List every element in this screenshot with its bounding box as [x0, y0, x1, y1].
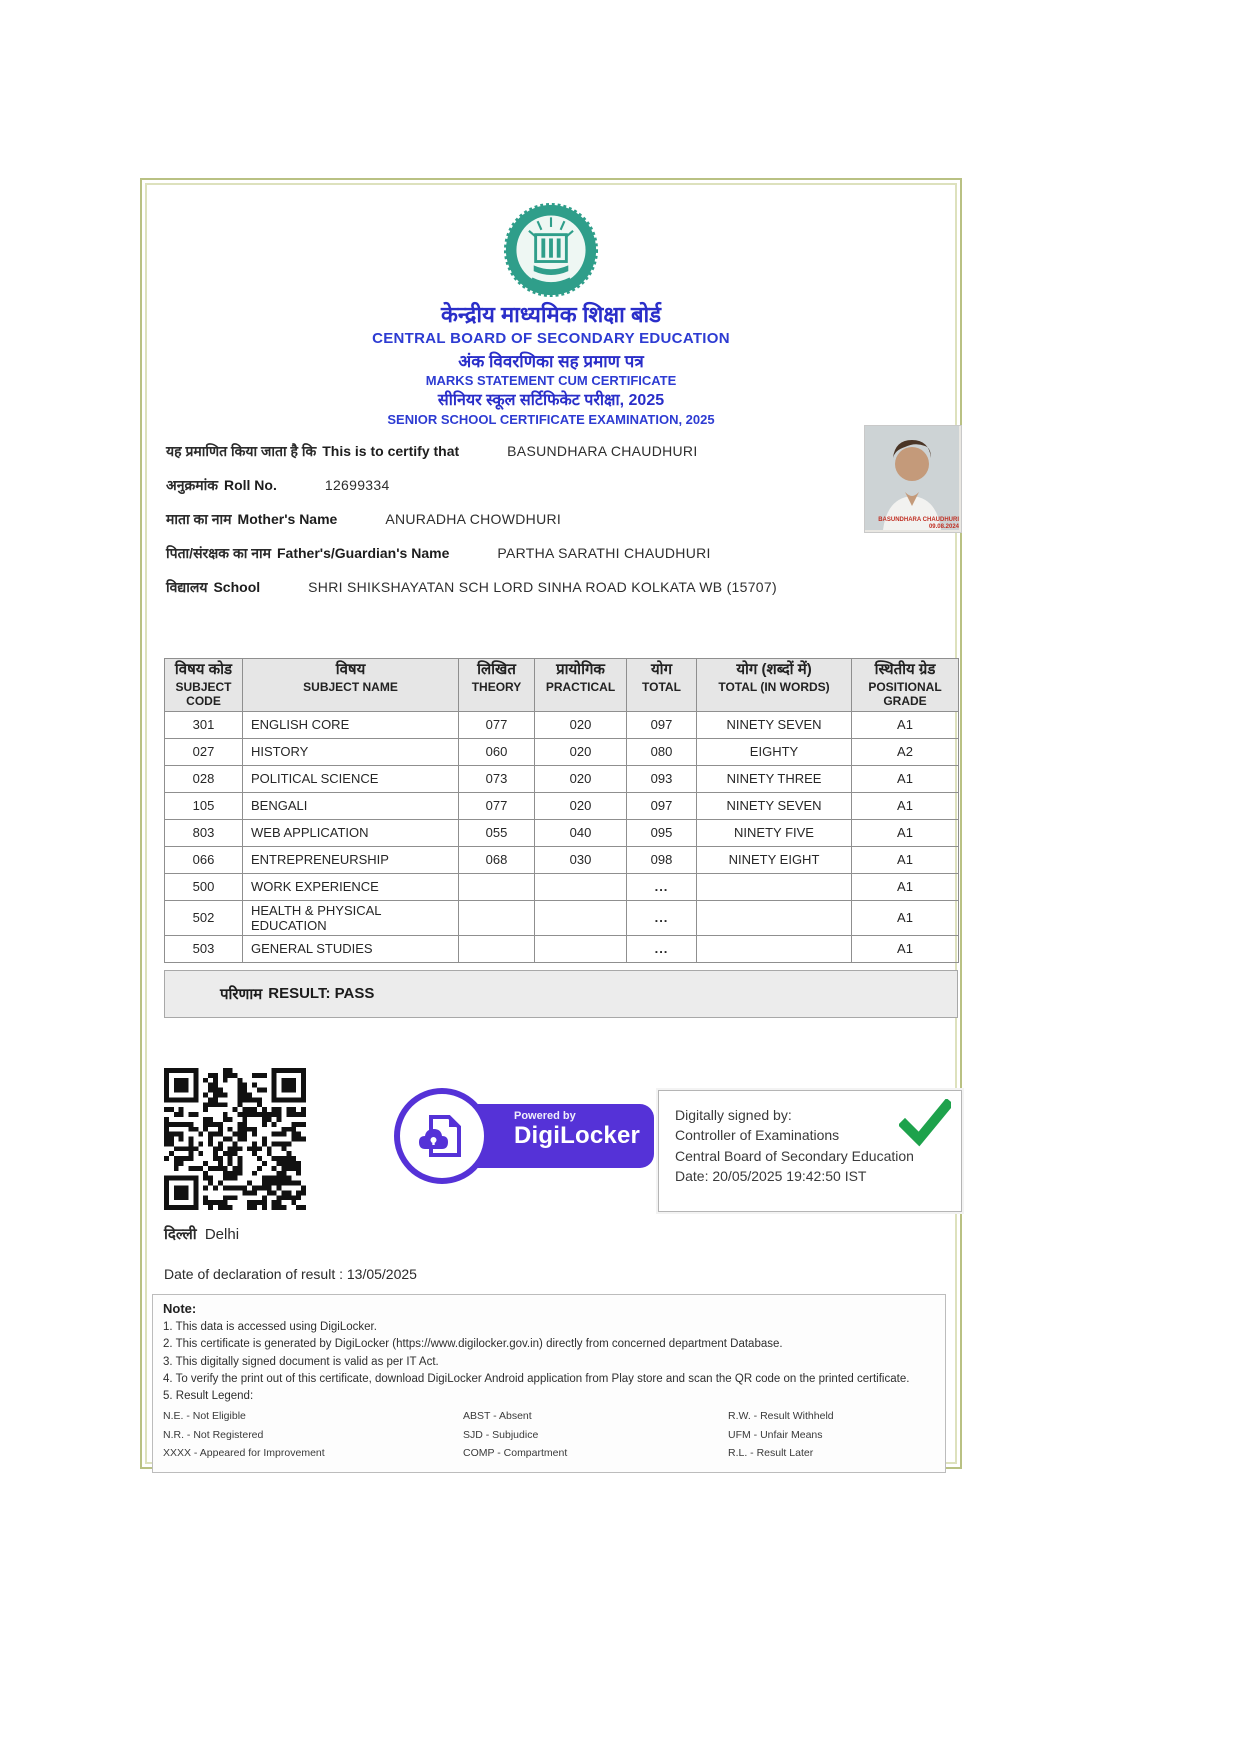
school-label-english: School [213, 579, 261, 595]
table-cell: 105 [165, 792, 243, 819]
table-row [165, 819, 959, 846]
table-cell: ... [627, 873, 697, 900]
table-row [165, 711, 959, 738]
school-name: SHRI SHIKSHAYATAN SCH LORD SINHA ROAD KOLKATA WB (15707) [308, 579, 777, 595]
father-row [166, 544, 846, 563]
digilocker-name: DigiLocker [514, 1122, 641, 1149]
table-cell: A1 [852, 765, 959, 792]
place-line [164, 1224, 239, 1244]
result-label-hindi: परिणाम [220, 985, 263, 1003]
table-cell: POLITICAL SCIENCE [243, 765, 459, 792]
table-cell: WEB APPLICATION [243, 819, 459, 846]
table-cell: HISTORY [243, 738, 459, 765]
candidate-name: BASUNDHARA CHAUDHURI [507, 443, 698, 459]
note-item: 4. To verify the print out of this certificate, download DigiLocker Android application from Play store and scan the QR code on the printed certificate. [163, 1372, 910, 1385]
legend-item: N.E. - Not Eligible [163, 1410, 246, 1423]
table-cell: 030 [535, 846, 627, 873]
table-cell [535, 900, 627, 935]
legend-item: COMP - Compartment [463, 1447, 568, 1459]
table-cell: 093 [627, 765, 697, 792]
legend-item: XXXX - Appeared for Improvement [163, 1447, 325, 1459]
father-name: PARTHA SARATHI CHAUDHURI [497, 545, 711, 561]
cbse-logo [142, 202, 960, 303]
mother-row [166, 510, 846, 529]
doc-title-english: MARKS STATEMENT CUM CERTIFICATE [425, 373, 677, 388]
table-cell: 097 [627, 792, 697, 819]
table-cell: 098 [627, 846, 697, 873]
table-cell: ... [627, 900, 697, 935]
table-cell: 073 [459, 765, 535, 792]
candidate-details [166, 442, 846, 612]
roll-row [166, 476, 846, 495]
table-cell: 027 [165, 738, 243, 765]
table-row [165, 738, 959, 765]
digilocker-icon [394, 1088, 490, 1184]
legend-column [463, 1407, 728, 1462]
table-cell: 095 [627, 819, 697, 846]
note-item: 3. This digitally signed document is valid as per IT Act. [163, 1355, 439, 1368]
school-label-hindi: विद्यालय [166, 579, 208, 595]
table-cell: 500 [165, 873, 243, 900]
table-cell: 068 [459, 846, 535, 873]
roll-number: 12699334 [324, 477, 390, 493]
place-english: Delhi [204, 1226, 240, 1243]
table-cell: 055 [459, 819, 535, 846]
digilocker-text [514, 1110, 640, 1150]
table-cell: 502 [165, 900, 243, 935]
table-cell: GENERAL STUDIES [243, 935, 459, 962]
table-row [165, 873, 959, 900]
table-cell: NINETY FIVE [697, 819, 852, 846]
photo-caption-date: 09.08.2024 [928, 523, 959, 530]
table-header-cell: प्रायोगिक PRACTICAL [535, 659, 627, 712]
table-row [165, 765, 959, 792]
table-cell: 020 [535, 738, 627, 765]
signature-line-2: Controller of Examinations [675, 1127, 840, 1144]
note-title: Note: [163, 1301, 197, 1316]
table-cell: A1 [852, 792, 959, 819]
note-item: 5. Result Legend: [163, 1390, 254, 1402]
father-label-english: Father's/Guardian's Name [276, 545, 450, 561]
signature-line-4: Date: 20/05/2025 19:42:50 IST [675, 1167, 867, 1184]
mother-name: ANURADHA CHOWDHURI [385, 511, 562, 527]
table-cell [697, 900, 852, 935]
table-cell: 077 [459, 711, 535, 738]
digilocker-badge [394, 1088, 654, 1184]
table-cell: 301 [165, 711, 243, 738]
mother-label-hindi: माता का नाम [166, 511, 232, 527]
table-cell: 803 [165, 819, 243, 846]
note-item: 2. This certificate is generated by DigiLocker (https://www.digilocker.gov.in) directly from concerned department Database. [163, 1338, 783, 1351]
table-cell: NINETY SEVEN [697, 711, 852, 738]
signature-line-3: Central Board of Secondary Education [675, 1147, 914, 1164]
table-header-cell: योग TOTAL [627, 659, 697, 712]
legend-item: R.W. - Result Withheld [728, 1410, 834, 1423]
table-cell [459, 935, 535, 962]
signature-check-icon [899, 1099, 951, 1154]
certify-row [166, 442, 846, 461]
signature-text [675, 1105, 914, 1186]
table-header-cell: विषय SUBJECT NAME [243, 659, 459, 712]
result-label-english: RESULT: PASS [268, 985, 375, 1003]
table-cell: A1 [852, 935, 959, 962]
photo-caption-name: BASUNDHARA CHAUDHURI [878, 516, 959, 523]
cbse-emblem-icon [503, 285, 599, 302]
table-cell: 020 [535, 765, 627, 792]
board-name-hindi: केन्द्रीय माध्यमिक शिक्षा बोर्ड [441, 302, 661, 327]
exam-title-hindi: सीनियर स्कूल सर्टिफिकेट परीक्षा, 2025 [437, 392, 665, 409]
legend-item: ABST - Absent [463, 1410, 532, 1423]
table-cell: A1 [852, 819, 959, 846]
table-cell: 020 [535, 792, 627, 819]
exam-title-english: SENIOR SCHOOL CERTIFICATE EXAMINATION, 2025 [387, 412, 715, 427]
signature-line-1: Digitally signed by: [675, 1107, 792, 1123]
photo-caption [867, 517, 959, 531]
table-cell: 040 [535, 819, 627, 846]
note-list [163, 1319, 935, 1405]
table-row [165, 792, 959, 819]
table-cell: ... [627, 935, 697, 962]
declaration-date: Date of declaration of result : 13/05/2025 [164, 1266, 417, 1282]
table-cell [697, 935, 852, 962]
table-row [165, 900, 959, 935]
table-cell: WORK EXPERIENCE [243, 873, 459, 900]
table-header-cell: विषय कोड SUBJECT CODE [165, 659, 243, 712]
table-cell [459, 873, 535, 900]
place-hindi: दिल्ली [164, 1226, 197, 1243]
table-cell: 028 [165, 765, 243, 792]
table-cell: NINETY EIGHT [697, 846, 852, 873]
certify-label-hindi: यह प्रमाणित किया जाता है कि [166, 443, 317, 459]
legend-item: N.R. - Not Registered [163, 1428, 264, 1441]
digilocker-powered-by: Powered by [514, 1110, 576, 1122]
table-cell: A1 [852, 873, 959, 900]
legend-column [163, 1407, 463, 1462]
table-cell [459, 900, 535, 935]
table-header-cell: लिखित THEORY [459, 659, 535, 712]
marks-table-body [165, 711, 959, 962]
legend-item: SJD - Subjudice [463, 1428, 539, 1441]
qr-code [164, 1068, 306, 1210]
table-cell: NINETY SEVEN [697, 792, 852, 819]
result-legend [163, 1407, 935, 1462]
table-row [165, 935, 959, 962]
table-cell: 080 [627, 738, 697, 765]
table-cell [535, 873, 627, 900]
board-name-english: CENTRAL BOARD OF SECONDARY EDUCATION [372, 330, 730, 347]
marks-table-head [165, 659, 959, 712]
table-cell: EIGHTY [697, 738, 852, 765]
table-cell: ENGLISH CORE [243, 711, 459, 738]
legend-item: R.L. - Result Later [728, 1447, 814, 1459]
school-row [166, 578, 846, 597]
mother-label-english: Mother's Name [237, 511, 338, 527]
digital-signature-box [658, 1090, 962, 1212]
table-cell [697, 873, 852, 900]
table-cell: 503 [165, 935, 243, 962]
table-cell: A1 [852, 900, 959, 935]
table-cell: A1 [852, 846, 959, 873]
table-cell: 077 [459, 792, 535, 819]
note-item: 1. This data is accessed using DigiLocker. [163, 1321, 377, 1333]
roll-label-hindi: अनुक्रमांक [166, 477, 218, 493]
table-row [165, 846, 959, 873]
table-cell: NINETY THREE [697, 765, 852, 792]
table-header-cell: योग (शब्दों में) TOTAL (IN WORDS) [697, 659, 852, 712]
legend-item: UFM - Unfair Means [728, 1428, 823, 1441]
roll-label-english: Roll No. [223, 477, 277, 493]
table-cell: 020 [535, 711, 627, 738]
table-cell: 097 [627, 711, 697, 738]
table-header-cell: स्थितीय ग्रेड POSITIONAL GRADE [852, 659, 959, 712]
table-cell: BENGALI [243, 792, 459, 819]
marks-section [164, 658, 958, 1018]
table-cell: HEALTH & PHYSICAL EDUCATION [243, 900, 459, 935]
table-cell: 060 [459, 738, 535, 765]
table-cell: A1 [852, 711, 959, 738]
table-cell [535, 935, 627, 962]
candidate-photo [864, 425, 962, 533]
note-box [152, 1294, 946, 1473]
certificate-frame [140, 178, 962, 1469]
result-band [164, 970, 958, 1018]
table-cell: A2 [852, 738, 959, 765]
table-cell: ENTREPRENEURSHIP [243, 846, 459, 873]
certify-label-english: This is to certify that [322, 443, 460, 459]
marks-table [164, 658, 959, 963]
doc-title-hindi: अंक विवरणिका सह प्रमाण पत्र [458, 352, 644, 371]
legend-column [728, 1407, 918, 1462]
father-label-hindi: पिता/संरक्षक का नाम [166, 545, 271, 561]
table-cell: 066 [165, 846, 243, 873]
